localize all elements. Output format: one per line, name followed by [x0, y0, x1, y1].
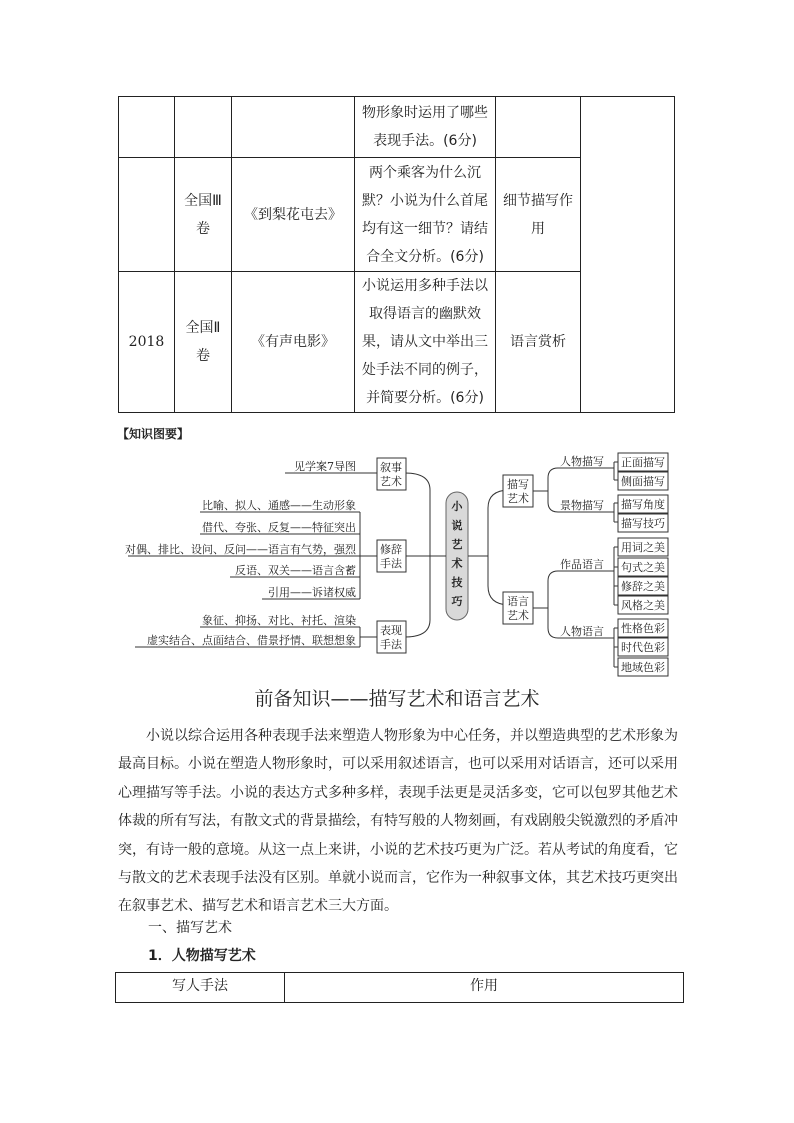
leaf-text: 见学案7导图 — [294, 460, 356, 473]
text-cell: 《到梨花屯去》 — [232, 158, 355, 272]
method-table — [115, 972, 684, 1003]
leaf-text: 反语、双关——语言含蓄 — [235, 564, 356, 577]
node-label: 修辞手法 — [380, 543, 402, 570]
leaf-text: 描写技巧 — [621, 517, 665, 530]
paper-cell: 全国Ⅲ卷 — [175, 158, 232, 272]
center-char: 小说艺术技巧 — [451, 500, 463, 608]
leaf-text: 侧面描写 — [621, 475, 665, 488]
body-paragraph: 小说以综合运用各种表现手法来塑造人物形象为中心任务，并以塑造典型的艺术形象为最高目标。小说在塑造人物形象时，可以采用叙述语言，也可以采用对话语言，还可以采用心理描写等手法。小说的表达方式多种多样，表现手法更是灵活多变，它可以包罗其他艺术体裁的所有写法，有散文式的背景描绘，有特写般的人物刻画，有戏剧般尖锐激烈的矛盾冲突，有诗一般的意境。从这一点上来讲，小说的艺术技巧更为广泛。若从考试的角度看，它与散文的艺术表现手法没有区别。单就小说而言，它作为一种叙事文体，其艺术技巧更突出在叙事艺术、描写艺术和语言艺术三大方面。 — [118, 728, 678, 915]
year-cell — [119, 97, 175, 158]
text-cell: 《有声电影》 — [232, 272, 355, 413]
knowledge-map — [0, 440, 794, 680]
year-cell — [119, 158, 175, 272]
paper-cell: 全国Ⅱ卷 — [175, 272, 232, 413]
exam-table — [118, 96, 675, 413]
leaf-text: 修辞之美 — [621, 580, 665, 593]
node-label: 语言艺术 — [507, 595, 529, 622]
node-label: 表现手法 — [380, 624, 402, 651]
leaf-text: 虚实结合、点面结合、借景抒情、联想想象 — [147, 634, 356, 647]
leaf-text: 句式之美 — [621, 561, 665, 574]
leaf-text: 地域色彩 — [621, 661, 665, 674]
leaf-text: 用词之美 — [621, 541, 665, 554]
question-cell: 两个乘客为什么沉默？小说为什么首尾均有这一细节？请结合全文分析。(6分) — [355, 158, 496, 272]
leaf-text: 性格色彩 — [621, 622, 665, 635]
leaf-text: 象征、抑扬、对比、衬托、渲染 — [202, 614, 356, 627]
branch-label: 人物描写 — [560, 455, 604, 468]
blank-cell — [581, 97, 675, 413]
question-cell: 小说运用多种手法以取得语言的幽默效果，请从文中举出三处手法不同的例子，并简要分析。(6分) — [355, 272, 496, 413]
point-cell: 细节描写作用 — [496, 158, 581, 272]
leaf-text: 时代色彩 — [621, 641, 665, 654]
branch-label: 人物语言 — [560, 625, 604, 638]
leaf-text: 描写角度 — [621, 498, 665, 511]
leaf-text: 风格之美 — [621, 599, 665, 612]
point-cell — [496, 97, 581, 158]
header-cell: 写人手法 — [116, 973, 285, 1003]
leaf-text: 对偶、排比、设问、反问——语言有气势，强烈 — [125, 543, 356, 556]
leaf-text: 正面描写 — [621, 456, 665, 469]
branch-label: 景物描写 — [560, 499, 604, 512]
subsection-title: 一、描写艺术 — [148, 920, 232, 936]
table-row — [119, 97, 675, 158]
question-cell: 物形象时运用了哪些表现手法。(6分) — [355, 97, 496, 158]
leaf-text: 借代、夸张、反复——特征突出 — [202, 521, 356, 534]
header-cell: 作用 — [285, 973, 684, 1003]
paper-cell — [175, 97, 232, 158]
branch-label: 作品语言 — [560, 558, 604, 571]
point-cell: 语言赏析 — [496, 272, 581, 413]
year-cell: 2018 — [119, 272, 175, 413]
leaf-text: 比喻、拟人、通感——生动形象 — [202, 499, 356, 512]
section-heading: 前备知识——描写艺术和语言艺术 — [254, 688, 540, 710]
leaf-text: 引用——诉诸权威 — [268, 586, 356, 599]
node-label: 叙事艺术 — [380, 461, 402, 488]
text-cell — [232, 97, 355, 158]
knowledge-map-title: 【知识图要】 — [117, 427, 190, 441]
node-label: 描写艺术 — [507, 478, 529, 505]
subsection-title: 1．人物描写艺术 — [148, 948, 256, 964]
